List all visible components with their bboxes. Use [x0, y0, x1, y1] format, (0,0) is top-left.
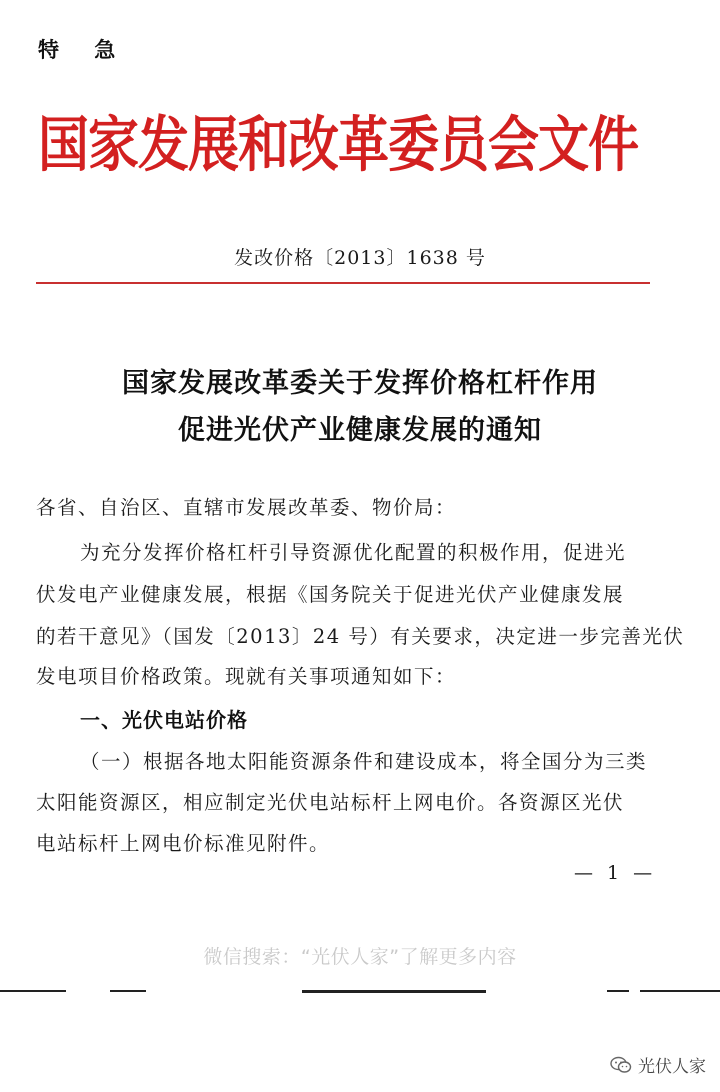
wechat-icon — [610, 1056, 632, 1074]
section-line: 电站标杆上网电价标准见附件。 — [36, 832, 331, 855]
urgency-mark: 特 急 — [38, 38, 130, 62]
divider-dash — [302, 990, 486, 993]
intro-line: 伏发电产业健康发展，根据《国务院关于促进光伏产业健康发展 — [36, 583, 625, 606]
document-number: 发改价格〔2013〕1638 号 — [234, 247, 486, 269]
section-line: （一）根据各地太阳能资源条件和建设成本，将全国分为三类 — [80, 750, 648, 773]
notice-title-line-1: 国家发展改革委关于发挥价格杠杆作用 — [122, 368, 598, 399]
salutation: 各省、自治区、直辖市发展改革委、物价局： — [36, 496, 457, 519]
divider-dash — [640, 990, 720, 992]
red-separator-line — [36, 282, 650, 284]
page-number: — 1 — — [574, 862, 657, 884]
notice-title-line-2: 促进光伏产业健康发展的通知 — [178, 415, 542, 446]
watermark-text: 微信搜索：“光伏人家”了解更多内容 — [203, 946, 517, 968]
divider-dash — [110, 990, 146, 992]
intro-line: 为充分发挥价格杠杆引导资源优化配置的积极作用，促进光 — [80, 541, 627, 564]
divider-dash — [0, 990, 66, 992]
divider-dash — [607, 990, 629, 992]
section-line: 太阳能资源区，相应制定光伏电站标杆上网电价。各资源区光伏 — [36, 791, 625, 814]
account-name: 光伏人家 — [638, 1057, 706, 1077]
section-heading: 一、光伏电站价格 — [80, 708, 248, 732]
masthead-title: 国家发展和改革委员会文件 — [38, 110, 639, 181]
intro-line: 发电项目价格政策。现就有关事项通知如下： — [36, 665, 457, 688]
intro-line: 的若干意见》（国发〔2013〕24 号）有关要求，决定进一步完善光伏 — [36, 625, 685, 648]
wechat-account-badge — [610, 1052, 706, 1077]
